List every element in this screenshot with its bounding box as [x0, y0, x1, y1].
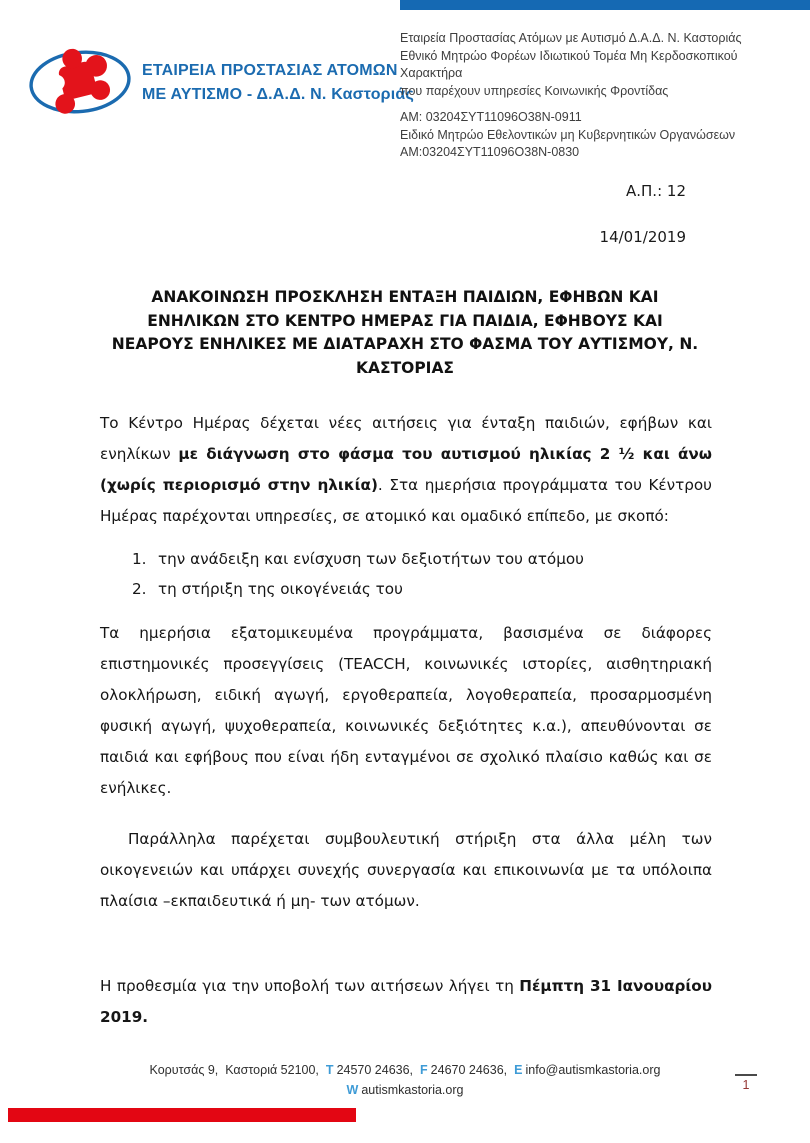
org-info-line: Εταιρεία Προστασίας Ατόμων με Αυτισμό Δ.Α.Δ. Ν. Καστοριάς: [400, 31, 742, 45]
footer-email-label: E: [514, 1063, 523, 1077]
document-title: ΑΝΑΚΟΙΝΩΣΗ ΠΡΟΣΚΛΗΣΗ ΕΝΤΑΞΗ ΠΑΙΔΙΩΝ, ΕΦΗΒΩΝ ΚΑΙ ΕΝΗΛΙΚΩΝ ΣΤΟ ΚΕΝΤΡΟ ΗΜΕΡΑΣ ΓΙΑ ΠΑΙΔΙΑ, ΕΦΗΒΟΥΣ ΚΑΙ ΝΕΑΡΟΥΣ ΕΝΗΛΙΚΕΣ ΜΕ ΔΙΑΤΑΡΑΧΗ ΣΤΟ ΦΑΣΜΑ ΤΟΥ ΑΥΤΙΣΜΟΥ, Ν. ΚΑΣΤΟΡΙΑΣ: [111, 288, 699, 377]
intro-rest-text: . Στα ημερήσια προγράμματα του Κέντρου Ημέρας παρέχονται υπηρεσίες, σε ατομικό και ομαδικό επίπεδο, με σκοπό:: [100, 476, 712, 525]
intro-bold-text: με διάγνωση στο φάσμα του αυτισμού ηλικίας 2 ½ και άνω (χωρίς περιορισμό στην ηλικία): [100, 445, 712, 494]
bottom-red-bar: [8, 1108, 356, 1122]
footer-line-1: [0, 1060, 810, 1080]
paragraph-deadline: [100, 971, 712, 1033]
list-item-number: 2.: [132, 580, 147, 598]
footer-phone-label: T: [325, 1063, 334, 1077]
list-item-number: 1.: [132, 550, 147, 568]
reference-block: [600, 182, 686, 246]
top-blue-bar: [400, 0, 810, 10]
footer-line-2: [0, 1080, 810, 1100]
footer-website-value: autismkastoria.org: [361, 1083, 464, 1097]
footer-email-value: info@autismkastoria.org: [525, 1063, 661, 1077]
deadline-text: Η προθεσμία για την υποβολή των αιτήσεων λήγει τη: [100, 977, 520, 995]
deadline-date-bold: Πέμπτη 31 Ιανουαρίου 2019.: [100, 977, 712, 1026]
org-info-line: που παρέχουν υπηρεσίες Κοινωνικής Φροντίδας: [400, 83, 669, 98]
page-number-block: [731, 1074, 761, 1092]
logo-line-2: ΜΕ ΑΥΤΙΣΜΟ - Δ.Α.Δ. Ν. Καστοριάς: [142, 86, 414, 103]
footer-fax-value: 24670 24636,: [430, 1063, 508, 1077]
list-item: [100, 544, 712, 574]
protocol-number: Α.Π.: 12: [626, 182, 686, 200]
logo-line-1: ΕΤΑΙΡΕΙΑ ΠΡΟΣΤΑΣΙΑΣ ΑΤΟΜΩΝ: [142, 62, 398, 79]
page-number-divider: [735, 1074, 757, 1076]
footer-address-street: Κορυτσάς 9,: [149, 1063, 219, 1077]
footer-address-city: Καστοριά 52100,: [225, 1063, 319, 1077]
document-date: 14/01/2019: [599, 228, 686, 246]
org-logo-text: [142, 59, 414, 107]
registry-number-2: ΑΜ:03204ΣΥΤ11096Ο38N-0830: [400, 145, 580, 159]
footer-fax-label: F: [420, 1063, 428, 1077]
contact-footer: [0, 1060, 810, 1100]
paragraph-programs: Τα ημερήσια εξατομικευμένα προγράμματα, βασισμένα σε διάφορες επιστημονικές προσεγγίσεις (TEACCH, κοινωνικές ιστορίες, αισθητηριακή ολοκλήρωση, ειδική αγωγή, εργοθεραπεία, λογοθεραπεία, προσαρμοσμένη φυσική αγωγή, ψυχοθεραπεία, κοινωνικές δεξιότητες κ.α.), απευθύνονται σε παιδιά και εφήβους που είναι ήδη ενταγμένοι σε σχολικό πλαίσιο καθώς και σε ενήλικες.: [100, 624, 712, 797]
list-item: [100, 574, 712, 604]
intro-text: Το Κέντρο Ημέρας δέχεται νέες αιτήσεις για ένταξη παιδιών, εφήβων και ενηλίκων: [100, 414, 712, 463]
org-info-line: Εθνικό Μητρώο Φορέων Ιδιωτικού Τομέα Μη Κερδοσκοπικού Χαρακτήρα: [400, 48, 738, 80]
org-logo-block: [26, 36, 414, 130]
goals-list: [100, 544, 712, 604]
paragraph-support: Παράλληλα παρέχεται συμβουλευτική στήριξη στα άλλα μέλη των οικογενειών και υπάρχει συνεχής συνεργασία και επικοινωνία με τα υπόλοιπα πλαίσια –εκπαιδευτικά ή μη- των ατόμων.: [100, 830, 712, 910]
org-info-line: Ειδικό Μητρώο Εθελοντικών μη Κυβερνητικών Οργανώσεων: [400, 127, 736, 142]
registry-number-1: ΑΜ: 03204ΣΥΤ11096Ο38N-0911: [400, 110, 582, 124]
footer-website-label: W: [346, 1083, 359, 1097]
org-info-block-2: [400, 109, 800, 162]
list-item-text: την ανάδειξη και ενίσχυση των δεξιοτήτων του ατόμου: [158, 550, 584, 568]
page-number: 1: [742, 1078, 750, 1092]
footer-phone-value: 24570 24636,: [336, 1063, 414, 1077]
paragraph-intro: [100, 408, 712, 532]
org-registry-info: [400, 30, 800, 162]
document-body: [100, 408, 712, 1033]
list-item-text: τη στήριξη της οικογένειάς του: [158, 580, 403, 598]
puzzle-logo-icon: [26, 36, 134, 130]
org-info-block-1: [400, 30, 800, 100]
